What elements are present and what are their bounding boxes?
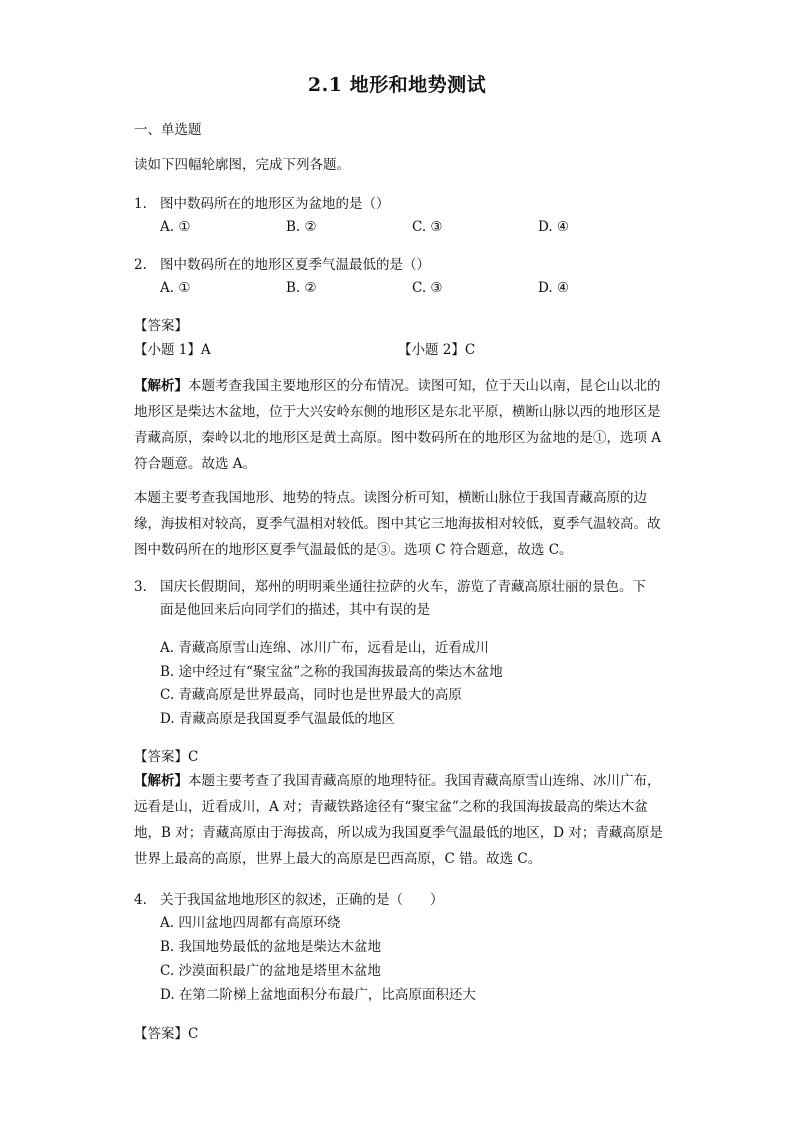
question-stem: 图中数码所在的地形区为盆地的是（） xyxy=(160,196,390,212)
question-stem-line-2: 面是他回来后向同学们的描述，其中有误的是 xyxy=(160,602,430,618)
option-c: C. 沙漠面积最广的盆地是塔里木盆地 xyxy=(160,963,381,979)
explanation-label: 【解析】 xyxy=(134,378,188,394)
explanation-text: 本题考查我国主要地形区的分布情况。读图可知，位于天山以南，昆仑山以北的地形区是柴达木盆地，位于大兴安岭东侧的地形区是东北平原，横断山脉以西的地形区是青藏高原，秦岭以北的地形区是黄土高原。图中数码所在的地形区为盆地的是①，选项 A 符合题意。故选 A。 xyxy=(134,378,662,472)
option-d: D. ④ xyxy=(538,219,570,235)
answer-label: 【答案】 xyxy=(134,318,188,334)
answer-sub-1: 【小题 1】A xyxy=(134,342,211,358)
option-a: A. 四川盆地四周都有高原环绕 xyxy=(160,915,341,931)
question-number: 3. xyxy=(134,579,147,595)
option-a: A. 青藏高原雪山连绵、冰川广布，远看是山，近看成川 xyxy=(160,640,489,656)
question-number: 4. xyxy=(134,892,147,908)
option-d: D. ④ xyxy=(538,280,570,296)
option-d: D. 在第二阶梯上盆地面积分布最广，比高原面积还大 xyxy=(160,987,476,1003)
option-c: C. ③ xyxy=(412,219,443,235)
option-a: A. ① xyxy=(160,219,191,235)
answer-text: 【答案】C xyxy=(134,1026,199,1042)
intro-text: 读如下四幅轮廓图，完成下列各题。 xyxy=(134,157,350,173)
option-c: C. ③ xyxy=(412,280,443,296)
question-stem: 关于我国盆地地形区的叙述，正确的是（ ） xyxy=(160,892,444,908)
section-heading: 一、单选题 xyxy=(134,122,202,138)
answer-text: 【答案】C xyxy=(134,749,199,765)
option-b: B. ② xyxy=(286,280,317,296)
option-a: A. ① xyxy=(160,280,191,296)
question-number: 2. xyxy=(134,257,147,273)
answer-sub-2: 【小题 2】C xyxy=(398,342,476,358)
question-stem-line-1: 国庆长假期间，郑州的明明乘坐通往拉萨的火车，游览了青藏高原壮丽的景色。下 xyxy=(160,579,646,595)
question-number: 1. xyxy=(134,196,147,212)
option-b: B. ② xyxy=(286,219,317,235)
explanation-1 xyxy=(134,373,670,477)
explanation-3 xyxy=(134,768,670,872)
option-c: C. 青藏高原是世界最高，同时也是世界最大的高原 xyxy=(160,687,462,703)
option-d: D. 青藏高原是我国夏季气温最低的地区 xyxy=(160,711,395,727)
page-title: 2.1 地形和地势测试 xyxy=(307,74,487,96)
explanation-text: 本题主要考查了我国青藏高原的地理特征。我国青藏高原雪山连绵、冰川广布，远看是山，近看成川，A 对；青藏铁路途径有“聚宝盆”之称的我国海拔最高的柴达木盆地，B 对；青藏高原由于海拔高，所以成为我国夏季气温最低的地区，D 对；青藏高原是世界上最高的高原，世界上最大的高原是巴西高原，C 错。故选 C。 xyxy=(134,773,663,867)
question-stem: 图中数码所在的地形区夏季气温最低的是（） xyxy=(160,257,430,273)
explanation-label: 【解析】 xyxy=(134,773,188,789)
option-b: B. 途中经过有“聚宝盆”之称的我国海拔最高的柴达木盆地 xyxy=(160,664,503,680)
option-b: B. 我国地势最低的盆地是柴达木盆地 xyxy=(160,939,382,955)
explanation-2: 本题主要考查我国地形、地势的特点。读图分析可知，横断山脉位于我国青藏高原的边缘，海拔相对较高，夏季气温相对较低。图中其它三地海拔相对较低，夏季气温较高。故图中数码所在的地形区夏季气温最低的是③。选项 C 符合题意，故选 C。 xyxy=(134,490,661,558)
